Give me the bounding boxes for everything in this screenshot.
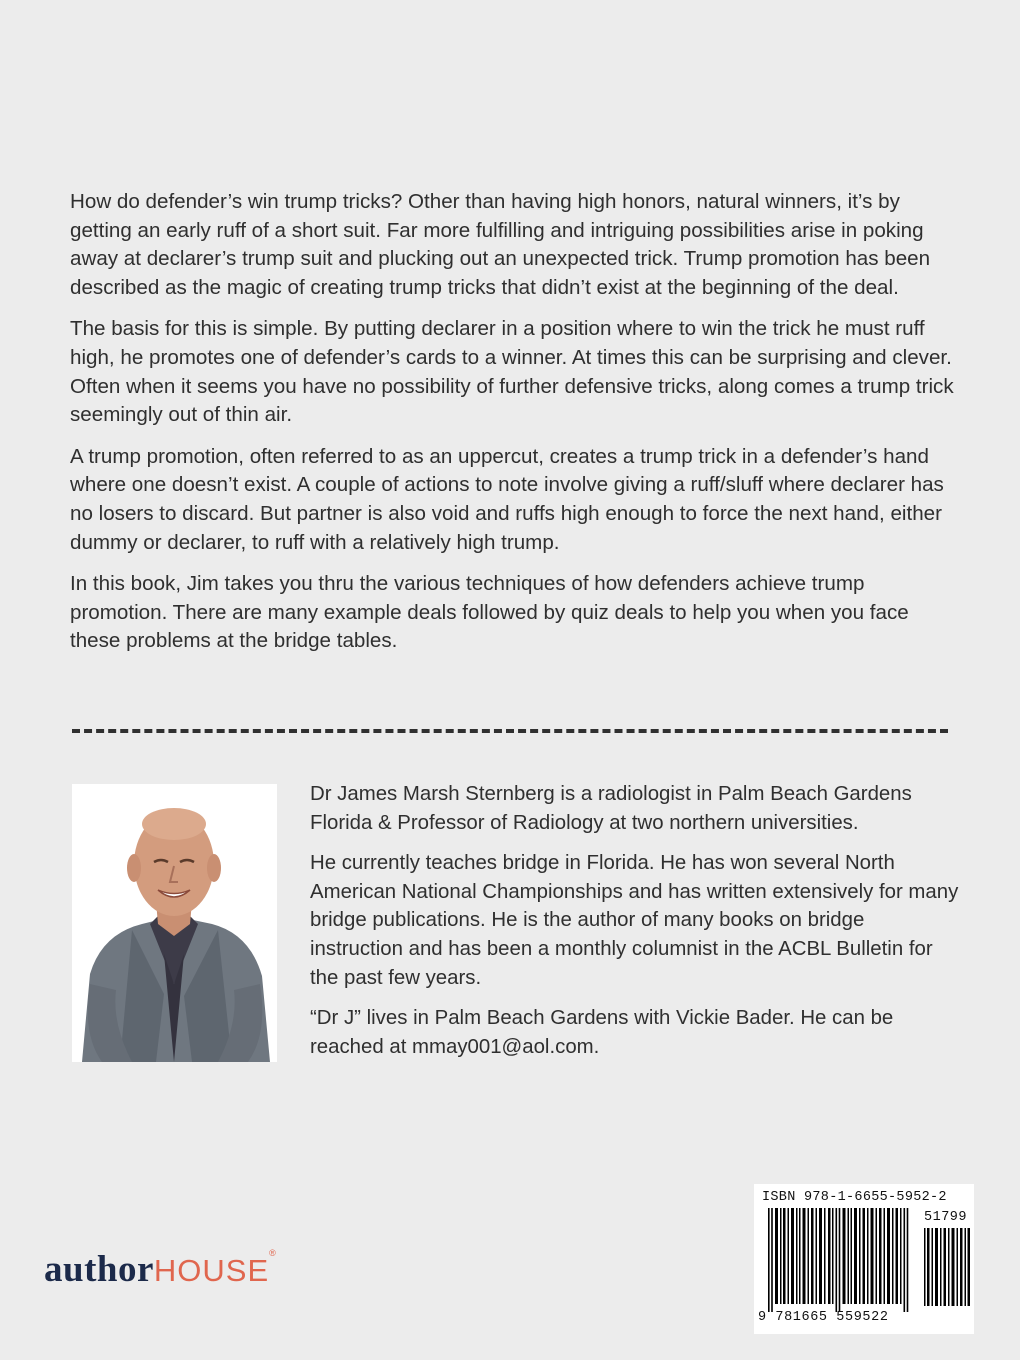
blurb-paragraph-4: In this book, Jim takes you thru the various techniques of how defenders achieve trump promotion. There are many example deals followed by quiz deals to help you when you face these problems at the bridge tables. bbox=[70, 572, 909, 653]
publisher-logo-author: author bbox=[44, 1249, 154, 1290]
bio-paragraph-1: Dr James Marsh Sternberg is a radiologist in Palm Beach Gardens Florida & Professor of Radiology at two northern universities. bbox=[310, 783, 912, 834]
bio-paragraph-2: He currently teaches bridge in Florida. He has won several North American National Championships and has written extensively for many bridge publications. He is the author of many books on bridge instruction and has been a monthly columnist in the ACBL Bulletin for the past few years. bbox=[310, 852, 959, 989]
publisher-logo bbox=[44, 1248, 276, 1291]
author-photo bbox=[72, 784, 277, 1062]
ean13-bars bbox=[768, 1208, 918, 1312]
back-cover-blurb bbox=[70, 188, 955, 669]
blurb-paragraph-3: A trump promotion, often referred to as an uppercut, creates a trump trick in a defender’s hand where one doesn’t exist. A couple of actions to note involve giving a ruff/sluff where declarer has no losers to discard. But partner is also void and ruffs high enough to force the next hand, either dummy or declarer, to ruff with a relatively high trump. bbox=[70, 444, 944, 554]
price-code: 51799 bbox=[924, 1210, 968, 1225]
publisher-logo-house: HOUSE bbox=[153, 1253, 270, 1288]
isbn-barcode bbox=[754, 1184, 974, 1334]
author-bio bbox=[310, 780, 960, 1073]
blurb-paragraph-1: How do defender’s win trump tricks? Other than having high honors, natural winners, it’s by getting an early ruff of a short suit. Far more fulfilling and intriguing possibilities arise in poking away at declarer’s trump suit and plucking out an unexpected trick. Trump promotion has been described as the magic of creating trump tricks that didn’t exist at the beginning of the deal. bbox=[70, 190, 931, 299]
barcode-digits: 9 781665 559522 bbox=[758, 1310, 889, 1325]
registered-mark: ® bbox=[269, 1248, 277, 1258]
dashed-divider bbox=[72, 729, 948, 733]
bio-paragraph-3: “Dr J” lives in Palm Beach Gardens with Vickie Bader. He can be reached at mmay001@aol.com. bbox=[310, 1007, 894, 1058]
addon-bars bbox=[924, 1228, 970, 1306]
blurb-paragraph-2: The basis for this is simple. By putting declarer in a position where to win the trick he must ruff high, he promotes one of defender’s cards to a winner. At times this can be surprising and clever. Often when it seems you have no possibility of further defensive tricks, along comes a trump trick seemingly out of thin air. bbox=[70, 317, 954, 427]
isbn-label: ISBN 978-1-6655-5952-2 bbox=[762, 1190, 947, 1205]
